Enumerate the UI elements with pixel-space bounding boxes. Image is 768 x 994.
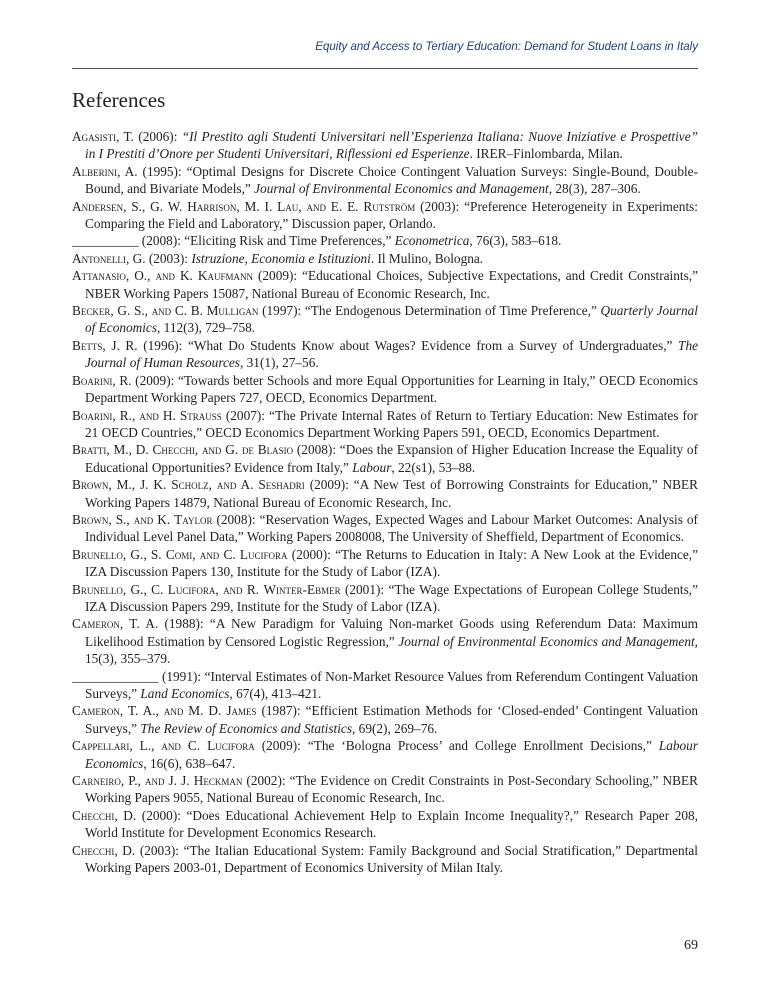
reference-author: Andersen	[72, 198, 124, 214]
reference-text: M. D.	[183, 703, 227, 719]
reference-italic-text: Labour Economics	[85, 738, 698, 771]
reference-author: Carneiro	[72, 773, 121, 789]
reference-author: Kaufmann	[197, 268, 253, 284]
reference-author: Checchi	[72, 842, 115, 858]
reference-entry	[72, 476, 698, 511]
reference-entry	[72, 581, 698, 616]
reference-entry	[72, 232, 698, 249]
reference-text: , 28(3), 287–306.	[548, 181, 641, 197]
reference-author: Antonelli	[72, 250, 126, 266]
reference-text: , G., C.	[122, 581, 168, 597]
reference-italic-text: Econometrica	[394, 233, 470, 249]
reference-entry	[72, 702, 698, 737]
reference-text: , 76(3), 583–618.	[469, 233, 562, 249]
reference-author: Heckman	[193, 773, 243, 789]
reference-author: Cameron	[72, 616, 120, 632]
reference-author: Becker	[72, 303, 111, 319]
reference-text: C.	[219, 546, 240, 562]
reference-italic-text: Journal of Environmental Economics and Management	[254, 181, 549, 197]
reference-author: Winter-Ebmer	[263, 581, 341, 597]
reference-text: (1997): “The Endogenous Determination of Time Preference,”	[258, 303, 601, 319]
reference-text: K.	[153, 511, 175, 527]
reference-entry	[72, 441, 698, 476]
reference-text: ,	[194, 442, 202, 458]
reference-text: H.	[158, 407, 180, 423]
reference-text: , 112(3), 729–758.	[157, 320, 256, 336]
reference-author: Boarini	[72, 407, 113, 423]
reference-entry	[72, 337, 698, 372]
reference-text: , L.,	[129, 738, 162, 754]
reference-italic-text: The Review of Economics and Statistics	[140, 720, 353, 736]
reference-entry	[72, 198, 698, 233]
reference-text: , M. I.	[236, 198, 278, 214]
reference-list	[72, 128, 698, 876]
reference-author: Brunello	[72, 546, 123, 562]
reference-text: , M., D.	[106, 442, 153, 458]
reference-author: Boarini	[72, 372, 113, 388]
reference-text: (2008): “Reservation Wages, Expected Wages and Labour Market Outcomes: Analysis of Individual Level Panel Data,” Working Papers 2008008, The University of Sheffield, Department of Economics.	[85, 511, 698, 545]
reference-text: (2003): “Preference Heterogeneity in Experiments: Comparing the Field and Laboratory,” Discussion paper, Orlando.	[85, 198, 699, 232]
reference-text: , T. A.,	[119, 703, 164, 719]
reference-entry	[72, 668, 698, 703]
reference-text: , O.,	[125, 268, 156, 284]
reference-entry	[72, 407, 698, 442]
reference-text: , S.,	[108, 511, 134, 527]
reference-text: , A. (1995): “Optimal Designs for Discrete Choice Contingent Valuation Surveys: Single-Bound, Double-Bound, and Bivariate Models,”	[85, 163, 698, 197]
reference-text: , S., G. W.	[123, 198, 188, 214]
reference-author: Taylor	[174, 511, 213, 527]
reference-text: , 15(3), 355–379.	[85, 633, 698, 667]
reference-text: , 22(s1), 53–88.	[391, 459, 476, 475]
reference-text: , D. (2003): “The Italian Educational System: Family Background and Social Stratification,” Departmental Working Papers 2003-01, Department of Economics University of Milan Italy.	[85, 842, 698, 876]
reference-text: , R.,	[112, 407, 140, 423]
reference-text: . IRER–Finlombarda, Milan.	[469, 146, 623, 162]
reference-text: , G. (2003):	[125, 250, 192, 266]
reference-text: C. B.	[171, 303, 207, 319]
reference-text: , J. R. (1996): “What Do Students Know about Wages? Evidence from a Survey of Undergraduates,”	[102, 337, 679, 353]
reference-italic-text: Land Economics	[140, 686, 230, 701]
reference-author: Lucifora	[207, 738, 255, 754]
reference-text: , D. (2000): “Does Educational Achievement Help to Explain Income Inequality?,” Research Paper 208, World Institute for Development Economics Research.	[85, 807, 698, 841]
reference-text: , 69(2), 269–76.	[352, 720, 438, 736]
reference-text: , 31(1), 27–56.	[240, 355, 319, 371]
reference-text: (1987): “Efficient Estimation Methods for ‘Closed-ended’ Contingent Valuation Surveys,”	[85, 703, 698, 736]
reference-text: J. J.	[164, 773, 194, 789]
reference-author: Lucifora	[239, 546, 288, 562]
reference-entry	[72, 372, 698, 407]
reference-text: (2009): “A New Test of Borrowing Constraints for Education,” NBER Working Papers 14879, National Bureau of Economic Research, Inc.	[85, 477, 698, 510]
reference-text: __________ (2008): “Eliciting Risk and Time Preferences,”	[72, 233, 395, 249]
reference-entry	[72, 163, 698, 198]
reference-italic-text: “Il Prestito agli Studenti Universitari nell’Esperienza Italiana: Nuove Iniziative e Prospettive” in I Prestiti d’Onore per Studenti Universitari, Riflessioni ed Esperienze	[85, 129, 699, 162]
reference-author: and	[139, 407, 159, 423]
reference-author: and	[155, 268, 175, 284]
reference-text: , G., S.	[122, 546, 166, 562]
reference-italic-text: The Journal of Human Resources	[85, 337, 698, 371]
reference-author: Scholz	[171, 477, 209, 493]
reference-text: (2009): “The ‘Bologna Process’ and College Enrollment Decisions,”	[254, 738, 659, 754]
reference-text: , P.,	[120, 773, 145, 789]
reference-text: R.	[242, 581, 264, 597]
reference-entry	[72, 772, 698, 807]
reference-text: G.	[221, 442, 242, 458]
reference-author: Lucifora	[167, 581, 216, 597]
reference-author: Brown	[72, 477, 109, 493]
reference-author: Seshadri	[258, 477, 305, 493]
reference-text: (2001): “The Wage Expectations of European College Students,” IZA Discussion Papers 299, Institute for the Study of Labor (IZA).	[85, 581, 698, 614]
reference-author: de Blasio	[241, 442, 294, 458]
reference-author: and	[151, 303, 172, 319]
reference-text: . Il Mulino, Bologna.	[370, 250, 484, 266]
reference-italic-text: Quarterly Journal of Economics	[85, 303, 699, 336]
reference-italic-text: Journal of Environmental Economics and Management	[398, 633, 695, 649]
reference-entry	[72, 128, 698, 163]
reference-author: and	[199, 546, 220, 562]
reference-author: Brunello	[72, 581, 123, 597]
reference-author: Bratti	[72, 442, 107, 458]
running-head: Equity and Access to Tertiary Education: Demand for Student Loans in Italy	[315, 41, 698, 53]
reference-text: (2000): “The Returns to Education in Italy: A New Look at the Evidence,” IZA Discussion Papers 130, Institute for the Study of Labor (IZA).	[85, 546, 698, 580]
reference-text: ,	[215, 581, 224, 597]
reference-text: , T. (2006):	[116, 129, 182, 144]
reference-text: (2009): “Educational Choices, Subjective Expectations, and Credit Constraints,” NBER Working Papers 15087, National Bureau of Economic Research, Inc.	[85, 268, 698, 301]
reference-text: , G. S.,	[110, 303, 152, 319]
reference-author: and	[144, 773, 165, 789]
reference-text: (2002): “The Evidence on Credit Constraints in Post-Secondary Schooling,” NBER Working Papers 9055, National Bureau of Economic Research, Inc.	[85, 773, 698, 806]
page-number: 69	[684, 938, 698, 953]
reference-text: C.	[180, 738, 208, 754]
reference-author: , and E. E.	[298, 198, 364, 214]
reference-text: (2007): “The Private Internal Rates of Return to Tertiary Education: New Estimates for 21 OECD Countries,” OECD Economics Department Working Papers 591, OECD, Economics Department.	[85, 407, 698, 440]
reference-author: Agasisti	[72, 129, 117, 144]
reference-text: (2008): “Does the Expansion of Higher Education Increase the Equality of Educational Opportunities? Evidence from Italy,”	[85, 442, 699, 475]
reference-author: and	[201, 442, 222, 458]
reference-entry	[72, 842, 698, 877]
reference-author: Alberini	[72, 163, 118, 179]
reference-entry	[72, 267, 698, 302]
reference-author: and	[161, 738, 181, 754]
reference-author: Checchi	[152, 442, 195, 458]
reference-author: and	[133, 511, 154, 527]
reference-author: Brown	[72, 511, 109, 527]
header-rule	[72, 68, 698, 69]
reference-text: , 67(4), 413–421.	[229, 686, 322, 701]
reference-author: Harrison	[187, 198, 237, 214]
reference-author: James	[226, 703, 257, 719]
reference-entry	[72, 615, 698, 667]
reference-italic-text: Istruzione, Economia e Istituzioni	[191, 250, 371, 266]
reference-author: Attanasio	[72, 268, 126, 284]
reference-entry	[72, 807, 698, 842]
reference-author: Checchi	[72, 807, 115, 823]
reference-text: ,	[192, 546, 200, 562]
reference-author: and	[223, 581, 243, 597]
reference-text: ,	[208, 477, 217, 493]
reference-author: Cameron	[72, 703, 120, 719]
reference-author: Strauss	[179, 407, 222, 423]
reference-author: Betts	[72, 337, 103, 353]
reference-text: , R. (2009): “Towards better Schools and more Equal Opportunities for Learning in Italy,” OECD Economics Department Working Papers 727, OECD, Economics Department.	[85, 372, 698, 406]
reference-author: and	[163, 703, 184, 719]
reference-entry	[72, 511, 698, 546]
reference-text: , 16(6), 638–647.	[143, 755, 236, 771]
reference-text: A.	[236, 477, 259, 493]
reference-author: Lau	[277, 198, 299, 214]
reference-entry	[72, 737, 698, 772]
reference-text: _____________ (1991): “Interval Estimates of Non-Market Resource Values from Referendum Contingent Valuation Surveys,”	[72, 668, 698, 701]
reference-author: and	[216, 477, 237, 493]
reference-italic-text: Labour	[352, 459, 392, 475]
reference-author: Mulligan	[206, 303, 259, 319]
reference-author: Rutström	[363, 198, 416, 214]
reference-entry	[72, 250, 698, 267]
reference-entry	[72, 302, 698, 337]
reference-text: , T. A. (1988): “A New Paradigm for Valuing Non-market Goods using Referendum Data: Maximum Likelihood Estimation by Censored Logistic Regression,”	[85, 616, 698, 649]
reference-text: K.	[174, 268, 198, 284]
reference-text: , M., J. K.	[108, 477, 172, 493]
reference-entry	[72, 546, 698, 581]
reference-author: Cappellari	[72, 738, 130, 754]
section-title: References	[72, 88, 166, 112]
reference-author: Comi	[165, 546, 193, 562]
